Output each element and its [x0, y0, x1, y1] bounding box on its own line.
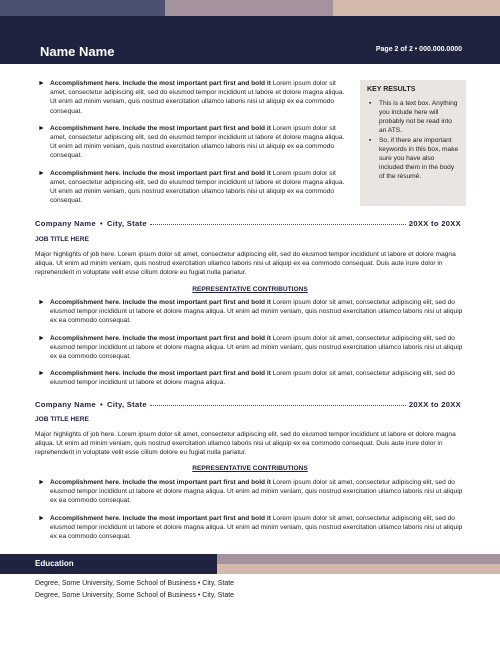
- accomplishment-text: Lorem ipsum dolor sit amet, consectetur adipiscing elit, sed do eiusmod tempor incididunt ut labore et dolore magna aliqua.: [50, 370, 455, 387]
- accomplishment-bold: Accomplishment here. Include the most important part first and bold it: [50, 370, 271, 378]
- job-summary: Major highlights of job here. Lorem ipsum dolor sit amet, consectetur adipiscing elit, sed do eiusmod tempor incididunt ut labore et dolore magna aliqua. Ut enim ad minim veniam, quis nostrud exercitation ullamco laboris nisi ut aliquip ex ea commodo consequat. Duis aute irure dolor in reprehenderit in voluptate velit esse cillum dolore eu fugiat nulla pariatur.: [35, 431, 456, 457]
- key-results-item: [367, 136, 459, 181]
- accomplishment-bullet: [38, 298, 466, 326]
- stripe-slate: [0, 0, 165, 16]
- arrow-bullet-icon: ►: [38, 80, 45, 87]
- accomplishment-bold: Accomplishment here. Include the most important part first and bold it: [50, 514, 271, 522]
- accomplishment-bullet: [38, 334, 466, 362]
- key-results-item: [367, 99, 459, 135]
- job-dates: 20XX to 20XX: [408, 400, 461, 409]
- key-results-text: This is a text box. Anything you include here will probably not be read into an ATS.: [379, 100, 458, 134]
- education-entry: Degree, Some University, Some School of Business • City, State: [35, 592, 235, 599]
- top-accomplishments: [38, 79, 351, 213]
- education-stripe-blush: [217, 564, 500, 574]
- job-accomplishments: [38, 298, 466, 396]
- education-heading: Education: [35, 559, 74, 568]
- arrow-bullet-icon: ►: [38, 370, 45, 378]
- job-accomplishments: [38, 478, 466, 549]
- education-entry: Degree, Some University, Some School of Business • City, State: [35, 580, 235, 587]
- education-stripe-mauve: [217, 554, 500, 564]
- accomplishment-bullet: [38, 514, 466, 542]
- accomplishment-bullet: [38, 169, 351, 206]
- accomplishment-bullet: [38, 124, 351, 161]
- accomplishment-bold: Accomplishment here. Include the most important part first and bold it: [50, 479, 271, 486]
- candidate-name: Name Name: [40, 44, 115, 59]
- accomplishment-bold: Accomplishment here. Include the most important part first and bold it: [50, 80, 271, 87]
- job-title: JOB TITLE HERE: [35, 236, 89, 243]
- accomplishment-text: Lorem ipsum dolor sit amet, consectetur adipiscing elit, sed do eiusmod tempor incididunt ut labore et dolore magna aliqua. Ut enim ad minim veniam, quis nostrud exercitation ullamco laboris nisi ut aliquip ex ea commodo consequat.: [50, 479, 463, 505]
- accomplishment-bold: Accomplishment here. Include the most important part first and bold it: [50, 299, 271, 306]
- key-results-text: So, if there are important keywords in this box, make sure you have also included them in the body of the résumé.: [379, 137, 459, 180]
- key-results-title: KEY RESULTS: [367, 86, 416, 93]
- accomplishment-text: Lorem ipsum dolor sit amet, consectetur adipiscing elit, sed do eiusmod tempor incididunt ut labore et dolore magna aliqua. Ut enim ad minim veniam, quis nostrud exercitation ullamco laboris nisi ut aliquip ex ea commodo consequat.: [50, 299, 463, 325]
- dotted-leader: [150, 405, 406, 406]
- separator-dot: •: [100, 219, 103, 228]
- key-results-box: [360, 80, 466, 206]
- accomplishment-text: Lorem ipsum dolor sit amet, consectetur adipiscing elit, sed do eiusmod tempor incididunt ut labore et dolore magna aliqua. Ut enim ad minim veniam, quis nostrud exercitation ullamco laboris nisi ut aliquip ex ea commodo consequat.: [50, 124, 345, 160]
- arrow-bullet-icon: ►: [38, 299, 45, 306]
- education-band: [0, 554, 217, 574]
- contributions-heading: REPRESENTATIVE CONTRIBUTIONS: [192, 286, 308, 293]
- accomplishment-bold: Accomplishment here. Include the most important part first and bold it: [50, 169, 271, 177]
- accomplishment-text: Lorem ipsum dolor sit amet, consectetur adipiscing elit, sed do eiusmod tempor incididunt ut labore et dolore magna aliqua. Ut enim ad minim veniam, quis nostrud exercitation ullamco laboris nisi ut aliquip ex ea commodo consequat.: [50, 334, 463, 361]
- job-summary: Major highlights of job here. Lorem ipsum dolor sit amet, consectetur adipiscing elit, sed do eiusmod tempor incididunt ut labore et dolore magna aliqua. Ut enim ad minim veniam, quis nostrud exercitation ullamco laboris nisi ut aliquip ex ea commodo consequat. Duis aute irure dolor in reprehenderit in voluptate velit esse cillum dolore eu fugiat nulla pariatur.: [35, 251, 456, 277]
- company-location: City, State: [106, 400, 147, 409]
- square-bullet-icon: ▪: [369, 100, 372, 107]
- page-info: Page 2 of 2 • 000.000.0000: [375, 46, 462, 53]
- arrow-bullet-icon: ►: [38, 334, 45, 342]
- contributions-heading: REPRESENTATIVE CONTRIBUTIONS: [192, 465, 308, 472]
- top-color-stripe: [0, 0, 500, 16]
- accomplishment-bullet: [38, 79, 351, 116]
- job-title: JOB TITLE HERE: [35, 416, 89, 423]
- job-header-row: [35, 219, 461, 228]
- stripe-blush: [333, 0, 500, 16]
- arrow-bullet-icon: ►: [38, 169, 45, 177]
- arrow-bullet-icon: ►: [38, 124, 45, 132]
- accomplishment-bold: Accomplishment here. Include the most important part first and bold it: [50, 334, 271, 342]
- company-name: Company Name: [35, 400, 96, 409]
- job-dates: 20XX to 20XX: [408, 219, 461, 228]
- accomplishment-bullet: [38, 369, 466, 387]
- accomplishment-bullet: [38, 478, 466, 506]
- accomplishment-text: Lorem ipsum dolor sit amet, consectetur adipiscing elit, sed do eiusmod tempor incididunt ut labore et dolore magna aliqua. Ut enim ad minim veniam, quis nostrud exercitation ullamco laboris nisi ut aliquip ex ea commodo consequat.: [50, 514, 463, 541]
- arrow-bullet-icon: ►: [38, 479, 45, 486]
- separator-dot: •: [100, 400, 103, 409]
- square-bullet-icon: ▪: [369, 137, 372, 144]
- job-header-row: [35, 400, 461, 409]
- company-location: City, State: [106, 219, 147, 228]
- company-name: Company Name: [35, 219, 96, 228]
- dotted-leader: [150, 224, 406, 225]
- accomplishment-text: Lorem ipsum dolor sit amet, consectetur adipiscing elit, sed do eiusmod tempor incididunt ut labore et dolore magna aliqua. Ut enim ad minim veniam, quis nostrud exercitation ullamco laboris nisi ut aliquip ex ea commodo consequat.: [50, 80, 345, 115]
- accomplishment-text: Lorem ipsum dolor sit amet, consectetur adipiscing elit, sed do eiusmod tempor incididunt ut labore et dolore magna aliqua. Ut enim ad minim veniam, quis nostrud exercitation ullamco laboris nisi ut aliquip ex ea commodo consequat.: [50, 169, 345, 205]
- accomplishment-bold: Accomplishment here. Include the most important part first and bold it: [50, 124, 271, 132]
- arrow-bullet-icon: ►: [38, 514, 45, 522]
- stripe-mauve: [165, 0, 333, 16]
